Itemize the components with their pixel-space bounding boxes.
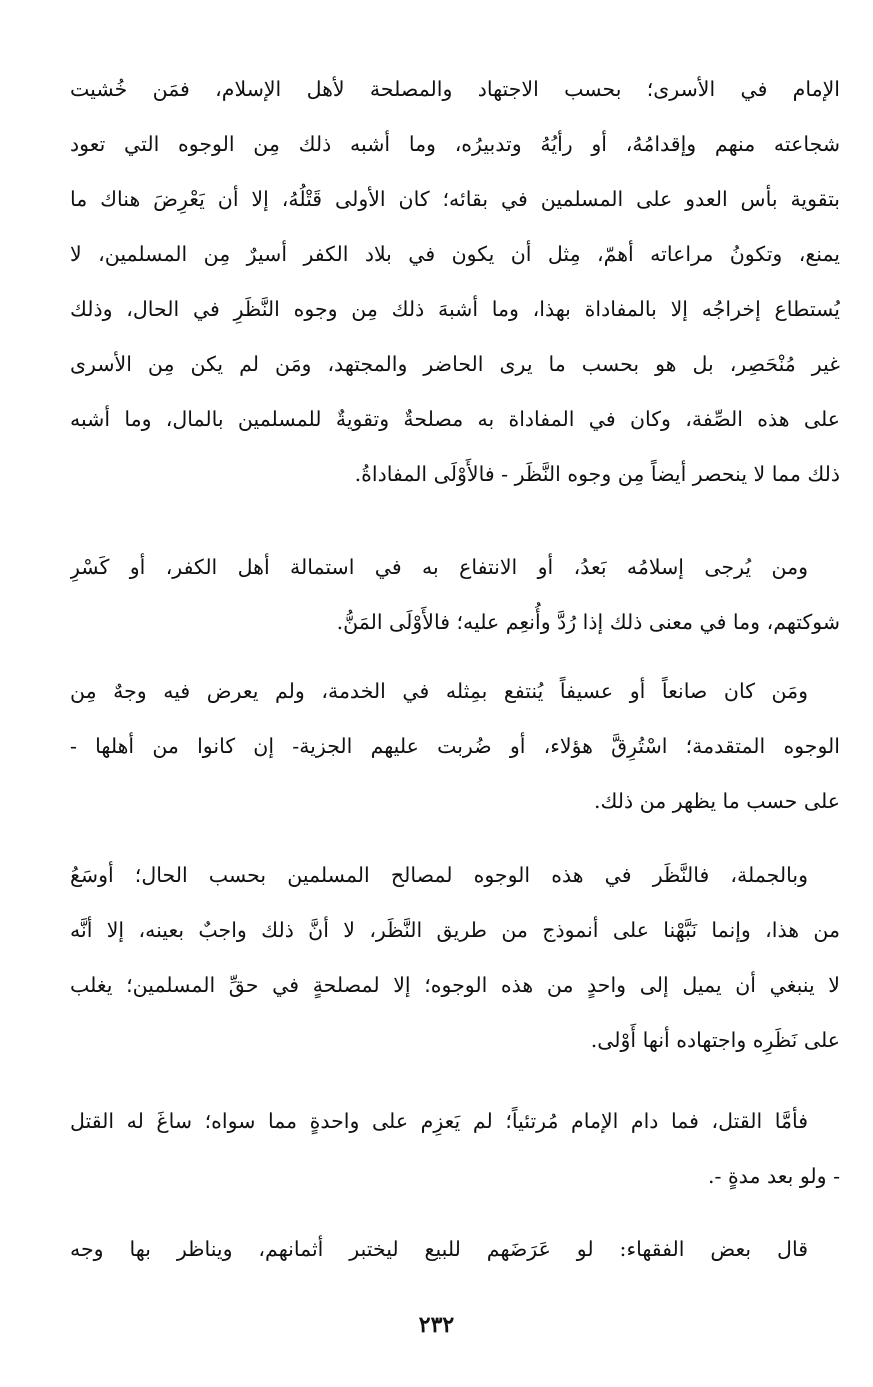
text-line: من هذا، وإنما نَبَّهْنا على أنموذج من طريق النَّظَر، لا أنَّ ذلك واجبٌ بعينه، إلا أنَّه [70, 918, 840, 942]
text-line: يمنع، وتكونُ مراعاته أهمّ، مِثل أن يكون في بلاد الكفر أسيرٌ مِن المسلمين، لا [70, 242, 840, 266]
text-line: ومن يُرجى إسلامُه بَعدُ، أو الانتفاع به في استمالة أهل الكفر، أو كَسْرِ [70, 555, 808, 579]
paragraph-1 [70, 62, 840, 502]
paragraph-6 [70, 1222, 840, 1277]
text-line: ذلك مما لا ينحصر أيضاً مِن وجوه النَّظَر - فالأَوْلَى المفاداةُ. [354, 462, 840, 486]
text-line: على نَظَرِه واجتهاده أنها أَوْلى. [590, 1028, 840, 1052]
text-line: قال بعض الفقهاء: لو عَرَضَهم للبيع ليختبر أثمانهم، ويناظر بها وجه [70, 1237, 808, 1261]
text-line: - ولو بعد مدةٍ -. [707, 1164, 840, 1188]
text-line: شوكتهم، وما في معنى ذلك إذا رُدَّ وأُنعِم عليه؛ فالأَوْلَى المَنُّ. [336, 610, 840, 634]
page-number: ٢٣٢ [418, 1312, 455, 1338]
text-line: غير مُنْحَصِر، بل هو بحسب ما يرى الحاضر والمجتهد، ومَن لم يكن مِن الأسرى [70, 352, 840, 376]
text-line: وبالجملة، فالنَّظَر في هذه الوجوه لمصالح المسلمين بحسب الحال؛ أوسَعُ [70, 863, 808, 887]
text-line: الوجوه المتقدمة؛ اسْتُرِقَّ هؤلاء، أو ضُربت عليهم الجزية- إن كانوا من أهلها - [70, 734, 840, 758]
text-line: فأمَّا القتل، فما دام الإمام مُرتئياً؛ لم يَعزِم على واحدةٍ مما سواه؛ ساغَ له القتل [70, 1109, 808, 1133]
text-line: الإمام في الأسرى؛ بحسب الاجتهاد والمصلحة لأهل الإسلام، فمَن خُشيت [70, 77, 840, 101]
text-line: على هذه الصِّفة، وكان في المفاداة به مصلحةٌ وتقويةٌ للمسلمين بالمال، وما أشبه [70, 407, 840, 431]
paragraph-4 [70, 848, 840, 1068]
paragraph-5 [70, 1094, 840, 1204]
paragraph-3 [70, 664, 840, 829]
text-line: ومَن كان صانعاً أو عسيفاً يُنتفع بمِثله في الخدمة، ولم يعرض فيه وجهٌ مِن [70, 679, 808, 703]
text-line: يُستطاع إخراجُه إلا بالمفاداة بهذا، وما أشبهَ ذلك مِن وجوه النَّظَرِ في الحال، وذلك [70, 297, 840, 321]
paragraph-2 [70, 540, 840, 650]
text-line: شجاعته منهم وإقدامُهُ، أو رأيُهُ وتدبيرُه، وما أشبه ذلك مِن الوجوه التي تعود [70, 132, 840, 156]
text-line: على حسب ما يظهر من ذلك. [593, 789, 840, 813]
text-line: لا ينبغي أن يميل إلى واحدٍ من هذه الوجوه؛ إلا لمصلحةٍ في حقِّ المسلمين؛ يغلب [70, 973, 840, 997]
text-line: بتقوية بأس العدو على المسلمين في بقائه؛ كان الأولى قَتْلُهُ، إلا أن يَعْرِضَ هناك ما [70, 187, 840, 211]
